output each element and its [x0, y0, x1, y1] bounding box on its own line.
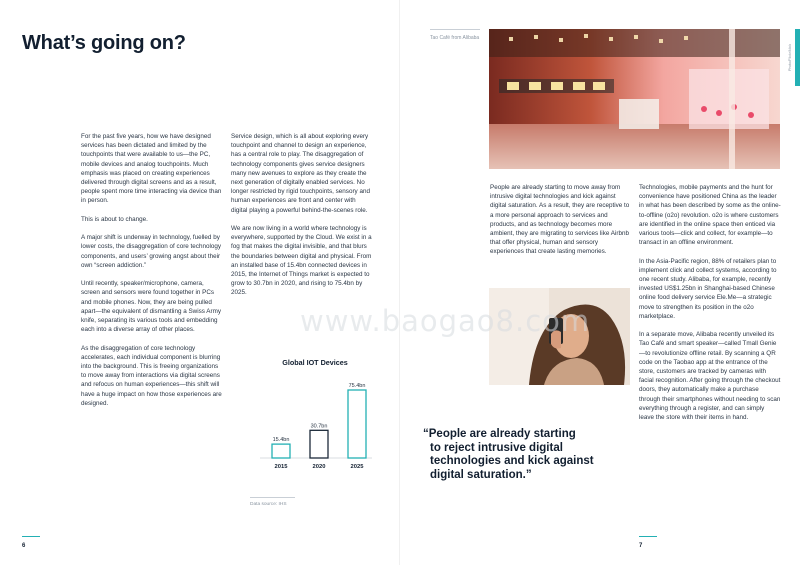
pull-quote: [423, 428, 628, 483]
paragraph: In the Asia-Pacific region, 88% of retailers plan to implement click and collect systems, according to one recent study. Alibaba, for example, recently invested US$1.25bn in Shanghai-based Chinese online food delivery service Ele.Me—a strategic move to strengthen its position in the o2o marketplace.: [639, 257, 777, 320]
caption-divider: [430, 29, 480, 30]
chart-value-label-2025: 75.4bn: [348, 383, 366, 389]
paragraph: This is about to change.: [81, 215, 148, 223]
photo-caption: Tao Café from Alibaba: [430, 35, 480, 41]
paragraph: As the disaggregation of core technology accelerates, each individual component is blurring into the background. This is freeing organizations to move away from interactions via digital screens and refocus on human experiences—this shift will have a huge impact on how those experiences are designed.: [81, 344, 222, 407]
iot-devices-chart: [250, 358, 380, 480]
chart-bar-2020: [310, 430, 328, 458]
page-title: What’s going on?: [22, 32, 186, 54]
spread-divider: [399, 0, 400, 565]
folio-accent-right: [639, 536, 657, 537]
pull-quote-line: “People are already starting: [423, 428, 576, 440]
source-divider: [250, 497, 295, 498]
text-column-4: [639, 183, 781, 431]
text-column-1: [81, 132, 223, 417]
pull-quote-line: technologies and kick against: [430, 455, 594, 468]
chart-value-label-2020: 30.7bn: [310, 423, 328, 430]
paragraph: We are now living in a world where technology is everywhere, supported by the Cloud. We exist in a fog that makes the digital invisible, and that blurs the boundaries between digital and physical. From an installed base of 15.4bn connected devices in 2015, the Internet of Things market is expected to grow to 30.7bn in 2020, and rising to 75.4bn by 2025.: [231, 225, 372, 297]
chart-bar-2015: [272, 444, 290, 458]
paragraph: In a separate move, Alibaba recently unveiled its Tao Café and smart speaker—called Tmall Genie—to revolutionize offline retail. By scanning a QR code on the Taobao app at the entrance of the store, customers are tracked by cameras with facial recognition. After going through the checkout doors, they automatically make a purchase through their smartphones without needing to scan everything through a register, and can simply leave the store with their items in hand.: [639, 331, 781, 422]
text-column-3: [490, 183, 630, 266]
data-source-note: Data source: IHS: [250, 502, 287, 507]
store-interior-photo: [489, 29, 780, 169]
watermark: www.baogao8.com: [300, 304, 591, 338]
photo-credit-label: Photo/Flickr/Nick: [788, 44, 792, 71]
chart-plot: [250, 370, 380, 478]
chart-category-label-2025: 2025: [350, 464, 364, 470]
paragraph: A major shift is underway in technology, fuelled by lower costs, the disaggregation of core technology components, and users’ growing angst about their own “screen addiction.”: [81, 234, 222, 269]
chart-category-label-2020: 2020: [312, 464, 326, 470]
chart-bar-2025: [348, 390, 366, 458]
paragraph: Service design, which is all about exploring every touchpoint and channel to design an experience, has a central role to play. The disaggregation of technology components gives service designers many new avenues to explore as they create the next generation of digitally enabled services. No longer restricted by rigid touchpoints, sensory and human experiences are front and center with digital playing a powerful behind-the-scenes role.: [231, 133, 370, 214]
pull-quote-line: digital saturation.”: [430, 469, 532, 482]
paragraph: Until recently, speaker/microphone, camera, screen and sensors were found together in PCs and mobile phones. Now, they are being pulled apart—the equivalent of dismantling a Swiss Army knife, separating its various tools and embedding each into a diverse array of other places.: [81, 280, 221, 334]
folio-accent-left: [22, 536, 40, 537]
page-number-left: 6: [22, 543, 26, 549]
section-tab: [795, 29, 800, 86]
text-column-2: [231, 132, 373, 307]
store-interior-image: [489, 29, 780, 169]
chart-title: Global IOT Devices: [282, 358, 348, 367]
chart-category-label-2015: 2015: [274, 464, 288, 470]
paragraph: Technologies, mobile payments and the hunt for convenience have positioned China as the leader in what has been described by some as the online-to-offline (o2o) revolution. o2o is where customers are identified in the online space then enticed via various tools—click and collect, for example—to transact in an offline environment.: [639, 184, 781, 247]
paragraph: People are already starting to move away from intrusive digital technologies and kick against digital saturation. As a result, they are receptive to a more personal approach to services and products, and as technology becomes more ambient, they are migrating to services like Airbnb that offer physical, human and sensory experiences that create lasting memories.: [490, 184, 630, 256]
pull-quote-line: to reject intrusive digital: [430, 441, 563, 454]
paragraph: For the past five years, how we have designed services has been dictated and limited by the touchpoints that were available to us—the PC, mobile devices and analog touchpoints. Much emphasis was placed on creating experiences delivered through digital screens and as a result, people spent more time interacting via device than in person.: [81, 133, 222, 205]
page-number-right: 7: [639, 543, 643, 549]
chart-value-label-2015: 15.4bn: [272, 437, 290, 444]
